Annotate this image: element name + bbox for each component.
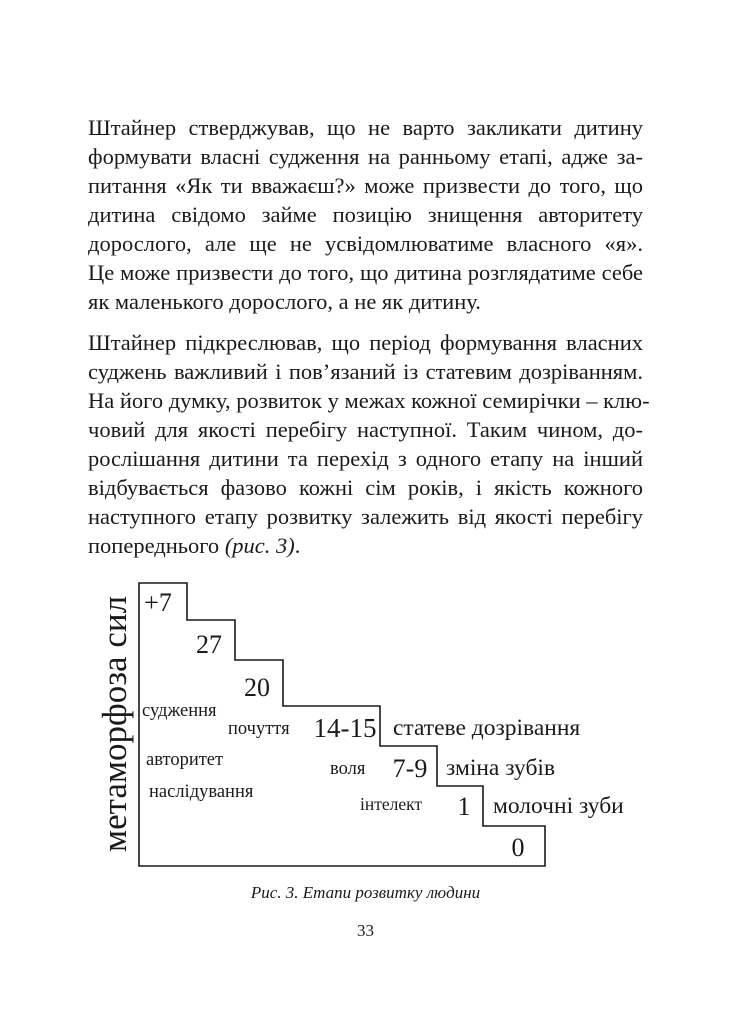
- page-number: 33: [357, 921, 374, 940]
- step-label: 7-9: [392, 754, 428, 783]
- text-line: Це може призвести до того, що дитина розглядатиме себе: [88, 260, 643, 285]
- authority-label: авторитет: [146, 750, 224, 770]
- text-fragment: .: [294, 533, 301, 558]
- puberty-label: статеве дозрівання: [393, 715, 581, 741]
- text-line: дитина свідомо займе позицію знищення авторитету: [88, 202, 643, 227]
- step-label: 1: [457, 792, 471, 821]
- figure-caption: Рис. 3. Етапи розвитку людини: [250, 883, 481, 902]
- text-fragment: попереднього: [88, 533, 225, 558]
- judgment-label: судження: [142, 701, 217, 721]
- step-label: 14-15: [313, 713, 377, 743]
- text-line: На його думку, розвиток у межах кожної семирічки – клю-: [88, 388, 650, 413]
- step-label: 27: [196, 630, 222, 659]
- text-line: відбувається фазово кожні сім років, і якість кожного: [88, 475, 643, 500]
- paragraph-2: [88, 328, 650, 560]
- milk-teeth-label: молочні зуби: [493, 793, 624, 819]
- intellect-label: інтелект: [360, 794, 423, 814]
- step-label: +7: [144, 588, 172, 617]
- vertical-axis-label: метаморфоза сил: [95, 595, 134, 853]
- text-line: дорослого, але ще не усвідомлюватиме власного «я».: [88, 231, 643, 256]
- text-line: формувати власні судження на ранньому етапі, адже за-: [88, 144, 643, 169]
- text-line: рослішання дитини та перехід з одного етапу на інший: [88, 446, 643, 471]
- text-line: як маленького дорослого, а не як дитину.: [88, 289, 481, 314]
- development-stages-diagram: [0, 570, 731, 870]
- teeth-change-label: зміна зубів: [446, 755, 556, 781]
- paragraph-1: [88, 113, 643, 316]
- text-line-last: [88, 531, 643, 560]
- step-label: 20: [244, 673, 270, 702]
- figure-reference: (рис. 3): [224, 533, 295, 558]
- text-line: наступного етапу розвитку залежить від якості перебігу: [88, 504, 643, 529]
- text-line: Штайнер підкреслював, що період формування власних: [88, 330, 643, 355]
- text-line: човий для якості перебігу наступної. Таким чином, до-: [88, 417, 643, 442]
- text-line: Штайнер стверджував, що не варто закликати дитину: [88, 115, 643, 140]
- text-line: суджень важливий і пов’язаний із статевим дозріванням.: [88, 359, 643, 384]
- will-label: воля: [330, 759, 366, 779]
- imitation-label: наслідування: [149, 782, 254, 802]
- step-label: 0: [511, 833, 525, 862]
- feeling-label: почуття: [228, 719, 290, 739]
- text-line: питання «Як ти вважаєш?» може призвести до того, що: [88, 173, 643, 198]
